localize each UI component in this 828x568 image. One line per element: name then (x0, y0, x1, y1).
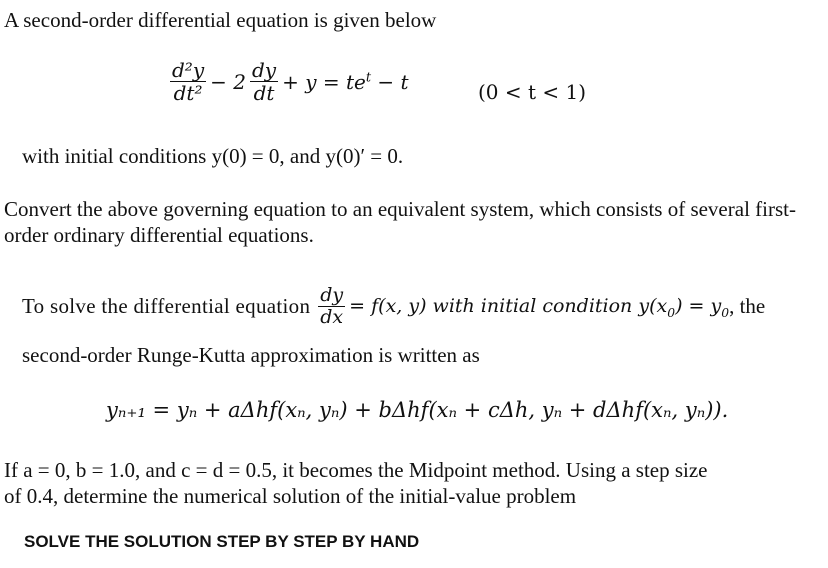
rk-formula: yₙ₊₁ = yₙ + aΔhf(xₙ, yₙ) + bΔhf(xₙ + cΔh, yₙ + dΔhf(xₙ, yₙ)). (106, 398, 729, 422)
ode-equation: $\frac{\text{d²y}}{\text{dt²}}$ − 2 $\frac{dy}{dt}$ + $y = te^t - t$ (172, 58, 409, 105)
solve-note: SOLVE THE SOLUTION STEP BY STEP BY HAND (24, 532, 420, 551)
rk-intro-line2: second-order Runge-Kutta approximation is written as (22, 343, 480, 367)
midpoint-line2: of 0.4, determine the numerical solution of the initial-value problem (4, 484, 577, 508)
equation-domain: (0 < t < 1) (478, 80, 587, 104)
initial-conditions: with initial conditions y(0) = 0, and y(0)′ = 0. (22, 144, 404, 168)
equation-rhs: + $y = te^t - t$ (282, 70, 409, 94)
convert-instruction: Convert the above governing equation to an equivalent system, which consists of several first-order ordinary differential equations. (4, 197, 796, 247)
rk-intro-line: To solve the differential equation $\frac{dy}{dx}$ = f(x, y) with initial condition $y(x_0) = y_0$ , the (22, 284, 766, 328)
midpoint-line1: If a = 0, b = 1.0, and c = d = 0.5, it becomes the Midpoint method. Using a step size (4, 458, 708, 482)
first-derivative-fraction: $\frac{dy}{dt}$ (251, 58, 277, 105)
intro-text: A second-order differential equation is given below (4, 8, 437, 32)
dy-dx-fraction: $\frac{dy}{dx}$ (320, 284, 344, 328)
second-derivative-fraction: $\frac{\text{d²y}}{\text{dt²}}$ (172, 58, 205, 105)
